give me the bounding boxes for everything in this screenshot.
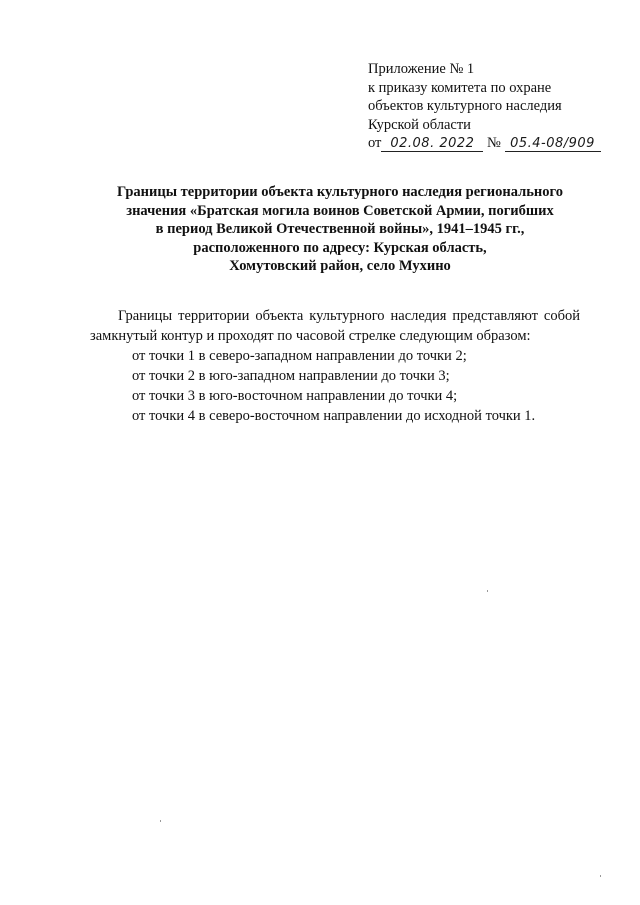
scan-speck <box>160 820 161 822</box>
appendix-region-line: Курской области <box>368 116 471 133</box>
document-body <box>90 306 580 426</box>
title-line-2: значения «Братская могила воинов Советской Армии, погибших <box>126 202 554 219</box>
title-line-4: расположенного по адресу: Курская область, <box>193 239 487 256</box>
boundary-item: от точки 4 в северо-восточном направлении до исходной точки 1. <box>132 408 536 424</box>
boundary-item: от точки 3 в юго-восточном направлении до точки 4; <box>132 388 458 404</box>
appendix-header <box>368 60 618 153</box>
title-line-5: Хомутовский район, село Мухино <box>229 258 451 274</box>
document-title <box>80 183 600 276</box>
title-line-3: в период Великой Отечественной войны», 1941–1945 гг., <box>155 221 525 237</box>
scan-speck <box>600 875 601 877</box>
order-date-line <box>368 134 618 153</box>
appendix-committee-line: объектов культурного наследия <box>368 98 562 114</box>
number-label: № <box>487 135 501 151</box>
boundary-item: от точки 1 в северо-западном направлении до точки 2; <box>132 348 467 364</box>
intro-paragraph <box>90 306 580 346</box>
handwritten-order-number: 05.4-08/909 <box>505 137 601 152</box>
title-line-1: Границы территории объекта культурного наследия регионального <box>117 184 563 200</box>
appendix-order-line: к приказу комитета по охране <box>368 79 552 96</box>
handwritten-date: 02.08. 2022 <box>381 137 483 152</box>
intro-text: Границы территории объекта культурного наследия представляют собой замкнутый контур и проходят по часовой стрелке следующим образом: <box>90 308 580 344</box>
boundary-item: от точки 2 в юго-западном направлении до точки 3; <box>132 368 450 384</box>
scan-speck <box>487 590 488 592</box>
appendix-number: Приложение № 1 <box>368 61 475 77</box>
from-label: от <box>368 135 382 151</box>
